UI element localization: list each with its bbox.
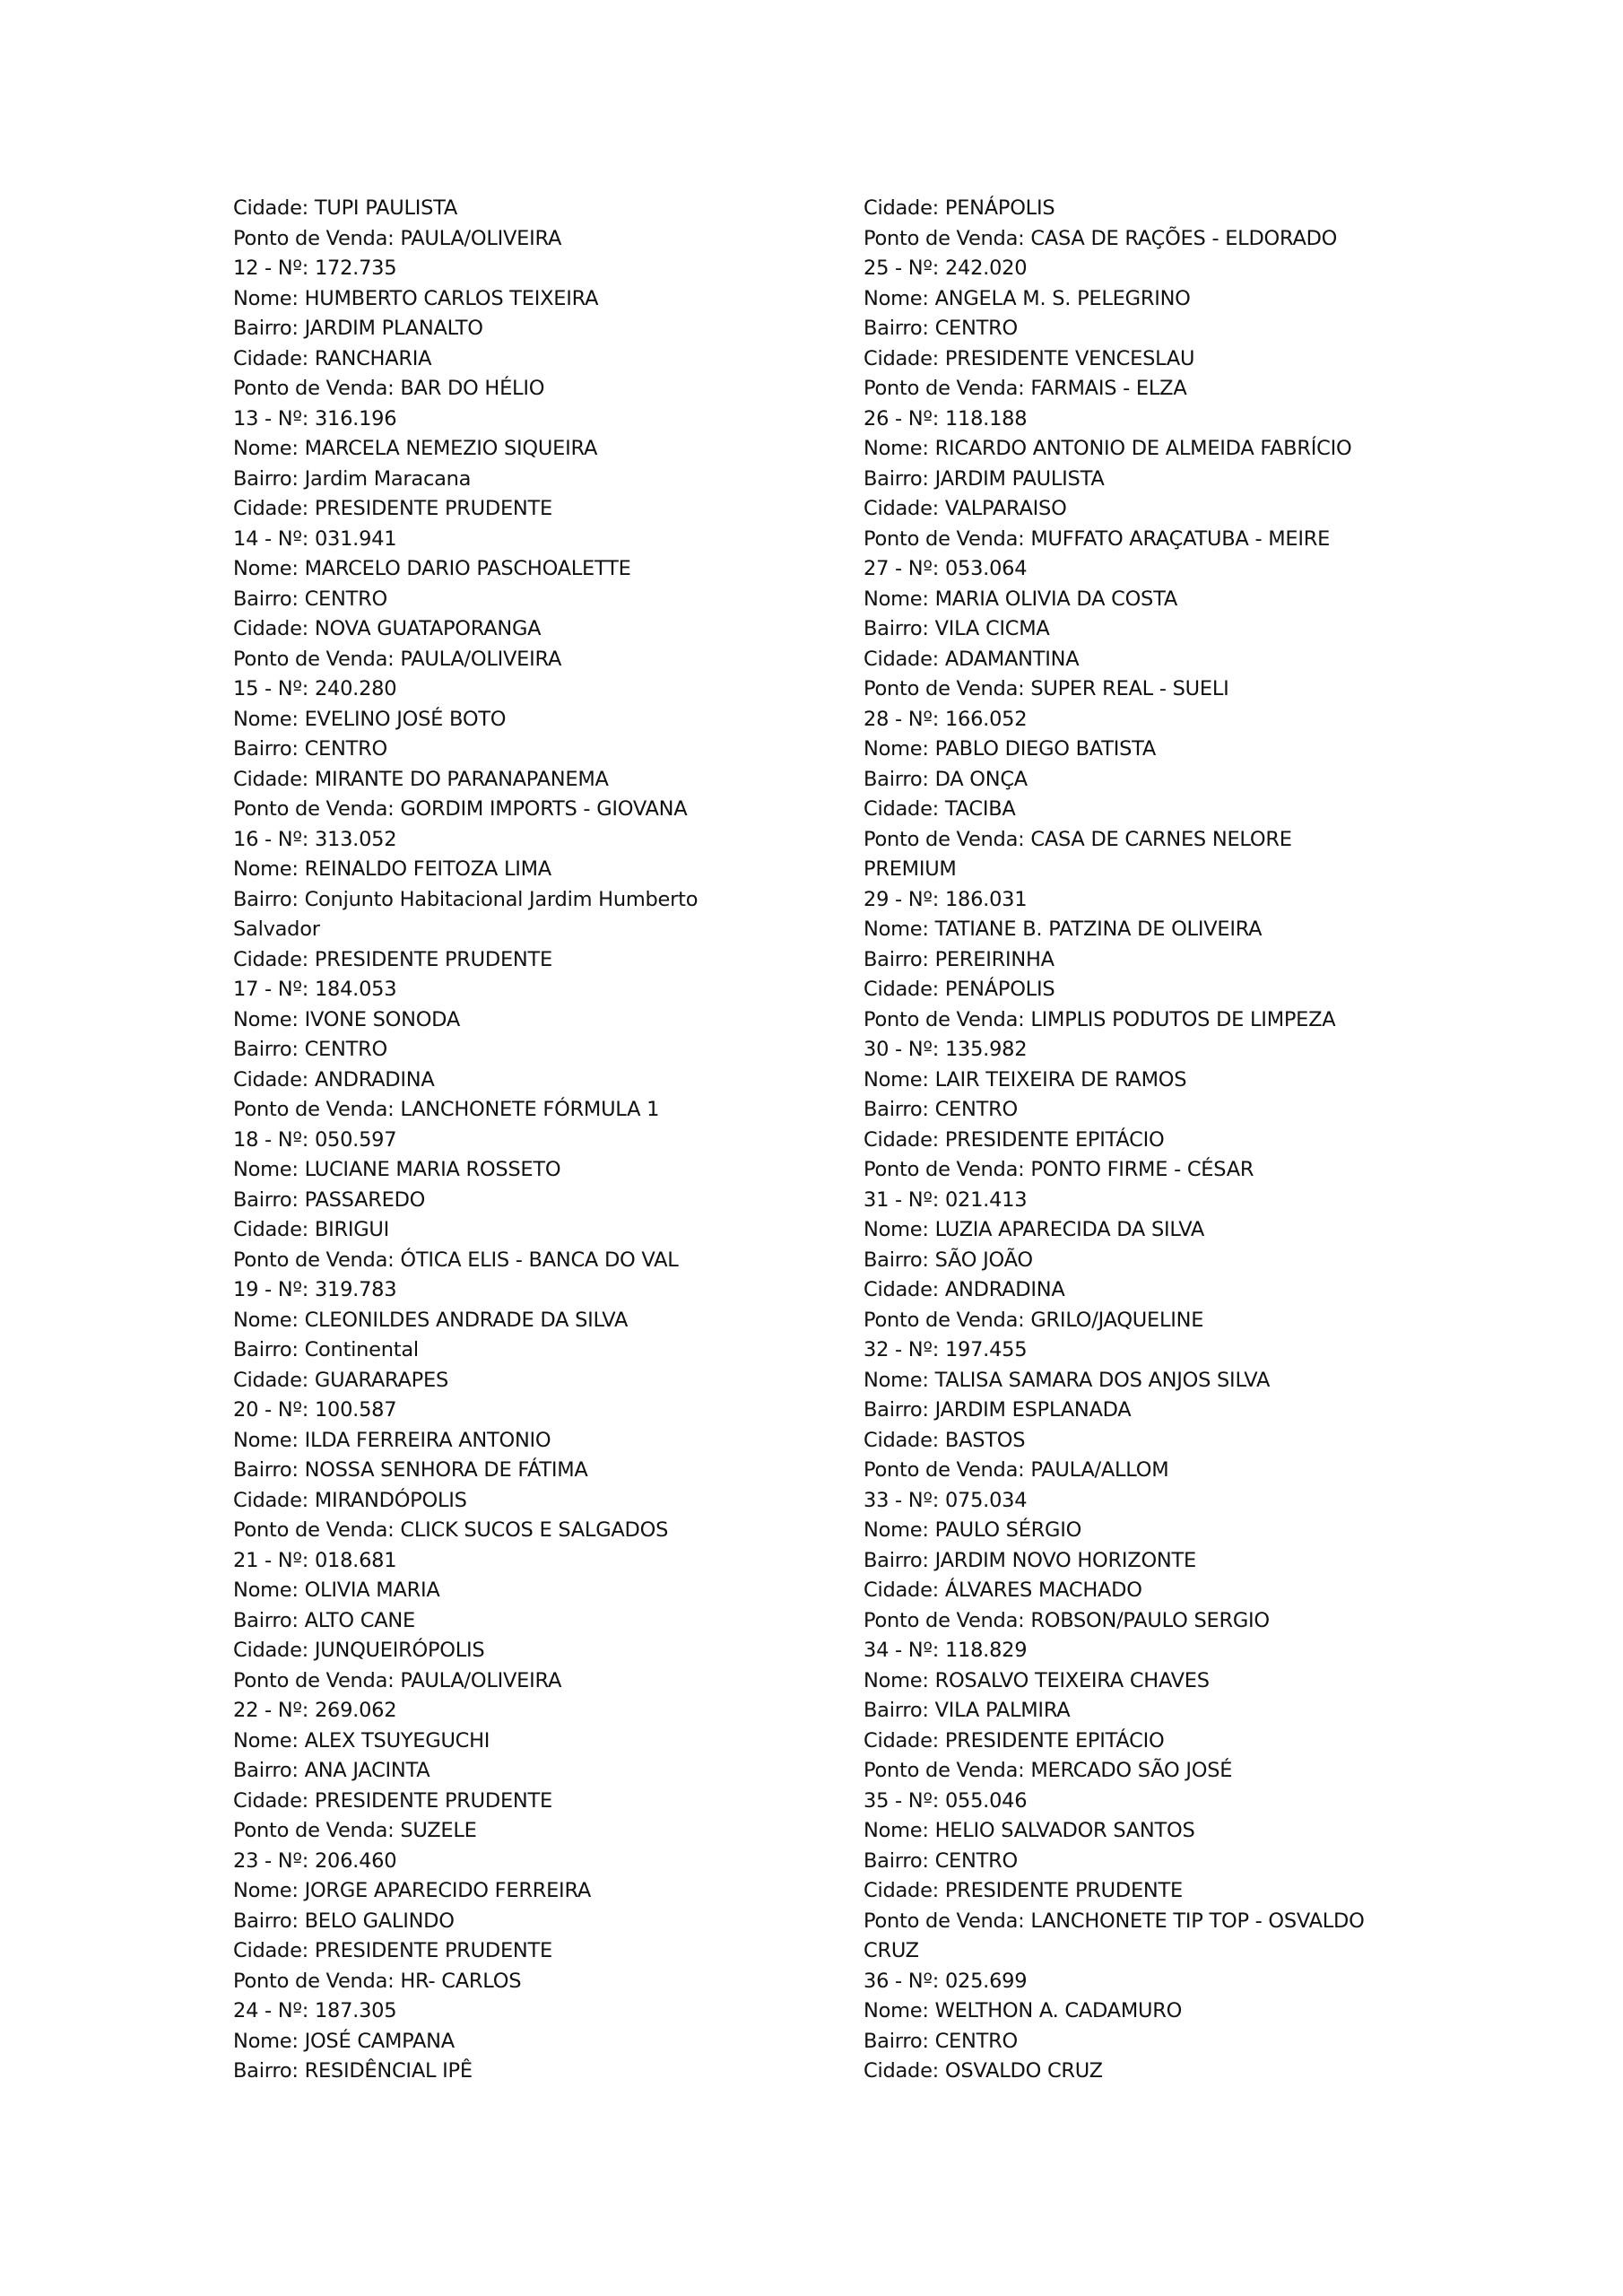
text-line: Cidade: MIRANDÓPOLIS: [233, 1488, 467, 1512]
text-line: Nome: PAULO SÉRGIO: [864, 1518, 1082, 1542]
right-column: [864, 194, 1402, 2087]
text-line: Bairro: CENTRO: [233, 587, 387, 611]
text-line: Nome: MARCELA NEMEZIO SIQUEIRA: [233, 437, 598, 460]
text-line: Ponto de Venda: PAULA/ALLOM: [864, 1458, 1169, 1482]
text-line: Bairro: JARDIM PLANALTO: [233, 317, 483, 340]
text-line: Ponto de Venda: LANCHONETE FÓRMULA 1: [233, 1098, 660, 1121]
text-line: Nome: TATIANE B. PATZINA DE OLIVEIRA: [864, 918, 1263, 941]
text-line: Bairro: JARDIM ESPLANADA: [864, 1398, 1132, 1422]
text-line: Ponto de Venda: ÓTICA ELIS - BANCA DO VAL: [233, 1248, 679, 1272]
text-line: 33 - Nº: 075.034: [864, 1488, 1028, 1512]
text-line: Nome: HUMBERTO CARLOS TEIXEIRA: [233, 286, 599, 310]
text-line: Bairro: ANA JACINTA: [233, 1759, 430, 1782]
text-line: Cidade: PENÁPOLIS: [864, 978, 1055, 1001]
text-line: Nome: PABLO DIEGO BATISTA: [864, 737, 1156, 761]
text-line: 27 - Nº: 053.064: [864, 557, 1028, 580]
text-line: 17 - Nº: 184.053: [233, 978, 397, 1001]
text-line: Bairro: PEREIRINHA: [864, 947, 1055, 971]
text-line: Cidade: OSVALDO CRUZ: [864, 2059, 1103, 2083]
text-line: Cidade: PRESIDENTE PRUDENTE: [864, 1879, 1183, 1902]
text-line: Cidade: PRESIDENTE PRUDENTE: [233, 1939, 552, 1962]
text-line: Cidade: ÁLVARES MACHADO: [864, 1578, 1142, 1602]
text-line: Bairro: SÃO JOÃO: [864, 1248, 1033, 1272]
text-line: Bairro: DA ONÇA: [864, 767, 1028, 791]
text-line: Nome: WELTHON A. CADAMURO: [864, 1999, 1183, 2022]
text-line: Nome: MARIA OLIVIA DA COSTA: [864, 587, 1177, 611]
text-line: Bairro: CENTRO: [864, 317, 1018, 340]
text-line: Ponto de Venda: PAULA/OLIVEIRA: [233, 1668, 562, 1692]
text-line: Bairro: Continental: [233, 1338, 419, 1361]
text-line: Nome: JOSÉ CAMPANA: [233, 2029, 455, 2053]
text-line: Cidade: PRESIDENTE PRUDENTE: [233, 1788, 552, 1813]
text-line: Cidade: TUPI PAULISTA: [233, 196, 458, 220]
text-line: 21 - Nº: 018.681: [233, 1548, 397, 1572]
text-line: Ponto de Venda: CLICK SUCOS E SALGADOS: [233, 1518, 669, 1542]
text-line: 20 - Nº: 100.587: [233, 1398, 397, 1422]
text-line: 32 - Nº: 197.455: [864, 1338, 1028, 1361]
text-line: Nome: RICARDO ANTONIO DE ALMEIDA FABRÍCIO: [864, 437, 1352, 460]
text-line: Ponto de Venda: BAR DO HÉLIO: [233, 377, 545, 400]
text-line: PREMIUM: [864, 857, 957, 881]
text-line: Cidade: PRESIDENTE PRUDENTE: [233, 497, 552, 520]
text-line: 35 - Nº: 055.046: [864, 1788, 1028, 1813]
text-line: 28 - Nº: 166.052: [864, 707, 1028, 731]
text-line: Bairro: JARDIM PAULISTA: [864, 466, 1105, 491]
text-line: Ponto de Venda: GRILO/JAQUELINE: [864, 1308, 1204, 1332]
text-line: Cidade: PRESIDENTE EPITÁCIO: [864, 1127, 1165, 1152]
text-line: Ponto de Venda: PONTO FIRME - CÉSAR: [864, 1158, 1254, 1181]
text-line: Ponto de Venda: HR- CARLOS: [233, 1969, 522, 1993]
text-line: Ponto de Venda: ROBSON/PAULO SERGIO: [864, 1608, 1270, 1632]
text-line: 25 - Nº: 242.020: [864, 257, 1028, 280]
text-line: Cidade: PRESIDENTE VENCESLAU: [864, 346, 1195, 370]
text-line: Bairro: CENTRO: [864, 1848, 1018, 1873]
text-line: Nome: ROSALVO TEIXEIRA CHAVES: [864, 1668, 1210, 1692]
left-column: [233, 194, 735, 2087]
text-line: CRUZ: [864, 1939, 919, 1962]
text-line: Bairro: VILA CICMA: [864, 617, 1050, 640]
text-line: Nome: EVELINO JOSÉ BOTO: [233, 707, 507, 731]
text-line: Bairro: BELO GALINDO: [233, 1909, 455, 1933]
text-line: Cidade: ANDRADINA: [864, 1278, 1065, 1301]
text-line: Cidade: BIRIGUI: [233, 1218, 390, 1241]
text-line: Ponto de Venda: LANCHONETE TIP TOP - OSVALDO: [864, 1909, 1365, 1933]
text-line: Cidade: VALPARAISO: [864, 497, 1067, 520]
text-line: Salvador: [233, 918, 320, 941]
text-line: Ponto de Venda: MERCADO SÃO JOSÉ: [864, 1759, 1233, 1782]
text-line: 13 - Nº: 316.196: [233, 406, 397, 430]
text-line: Nome: REINALDO FEITOZA LIMA: [233, 857, 551, 881]
text-line: Nome: IVONE SONODA: [233, 1007, 460, 1031]
text-line: 30 - Nº: 135.982: [864, 1038, 1028, 1061]
text-line: Cidade: JUNQUEIRÓPOLIS: [233, 1639, 485, 1662]
text-line: Cidade: TACIBA: [864, 797, 1016, 821]
text-line: Bairro: CENTRO: [233, 737, 387, 761]
text-line: Nome: ANGELA M. S. PELEGRINO: [864, 286, 1191, 310]
text-line: Bairro: Conjunto Habitacional Jardim Humberto: [233, 887, 699, 911]
text-line: Cidade: PRESIDENTE EPITÁCIO: [864, 1728, 1165, 1752]
text-line: Ponto de Venda: CASA DE CARNES NELORE: [864, 827, 1292, 851]
text-line: Bairro: CENTRO: [233, 1038, 387, 1061]
text-line: Ponto de Venda: LIMPLIS PODUTOS DE LIMPEZA: [864, 1007, 1336, 1031]
text-line: 12 - Nº: 172.735: [233, 257, 397, 280]
text-line: Nome: CLEONILDES ANDRADE DA SILVA: [233, 1308, 629, 1332]
text-line: Ponto de Venda: MUFFATO ARAÇATUBA - MEIRE: [864, 526, 1331, 551]
text-line: Ponto de Venda: PAULA/OLIVEIRA: [233, 647, 562, 671]
text-line: Ponto de Venda: FARMAIS - ELZA: [864, 377, 1187, 400]
text-line: 16 - Nº: 313.052: [233, 827, 397, 851]
text-line: Bairro: VILA PALMIRA: [864, 1699, 1071, 1722]
text-line: Nome: HELIO SALVADOR SANTOS: [864, 1819, 1195, 1842]
text-line: 23 - Nº: 206.460: [233, 1848, 397, 1873]
text-line: Ponto de Venda: PAULA/OLIVEIRA: [233, 226, 562, 250]
text-line: 36 - Nº: 025.699: [864, 1969, 1028, 1993]
text-line: Bairro: CENTRO: [864, 2029, 1018, 2053]
text-line: Bairro: JARDIM NOVO HORIZONTE: [864, 1548, 1196, 1572]
text-line: Cidade: PENÁPOLIS: [864, 196, 1055, 220]
text-line: Cidade: MIRANTE DO PARANAPANEMA: [233, 767, 609, 791]
text-line: Nome: MARCELO DARIO PASCHOALETTE: [233, 557, 631, 580]
text-line: 34 - Nº: 118.829: [864, 1639, 1028, 1662]
text-line: Bairro: RESIDÊNCIAL IPÊ: [233, 2059, 473, 2083]
text-line: 19 - Nº: 319.783: [233, 1278, 397, 1301]
text-line: Bairro: Jardim Maracana: [233, 466, 472, 491]
text-line: 31 - Nº: 021.413: [864, 1187, 1028, 1212]
text-line: 26 - Nº: 118.188: [864, 406, 1028, 430]
text-line: Nome: LAIR TEIXEIRA DE RAMOS: [864, 1067, 1187, 1091]
text-line: 18 - Nº: 050.597: [233, 1127, 397, 1152]
text-line: Cidade: RANCHARIA: [233, 346, 432, 370]
text-line: 29 - Nº: 186.031: [864, 887, 1028, 911]
text-line: Ponto de Venda: SUPER REAL - SUELI: [864, 677, 1229, 700]
text-line: Bairro: NOSSA SENHORA DE FÁTIMA: [233, 1458, 588, 1482]
text-line: Cidade: BASTOS: [864, 1428, 1026, 1452]
text-line: 24 - Nº: 187.305: [233, 1999, 397, 2022]
text-line: Cidade: NOVA GUATAPORANGA: [233, 617, 542, 640]
text-line: Cidade: PRESIDENTE PRUDENTE: [233, 947, 552, 971]
text-line: 22 - Nº: 269.062: [233, 1699, 397, 1722]
text-line: Nome: LUZIA APARECIDA DA SILVA: [864, 1218, 1205, 1241]
text-line: Cidade: ADAMANTINA: [864, 647, 1080, 671]
text-line: Nome: TALISA SAMARA DOS ANJOS SILVA: [864, 1368, 1271, 1392]
text-line: Bairro: ALTO CANE: [233, 1608, 415, 1632]
text-line: Ponto de Venda: CASA DE RAÇÕES - ELDORADO: [864, 226, 1338, 250]
text-line: Ponto de Venda: SUZELE: [233, 1819, 477, 1842]
text-line: Nome: ALEX TSUYEGUCHI: [233, 1728, 490, 1752]
text-line: Cidade: GUARARAPES: [233, 1368, 448, 1392]
text-line: Ponto de Venda: GORDIM IMPORTS - GIOVANA: [233, 797, 688, 821]
text-line: Nome: ILDA FERREIRA ANTONIO: [233, 1428, 551, 1452]
text-line: Nome: OLIVIA MARIA: [233, 1578, 440, 1602]
text-line: Nome: JORGE APARECIDO FERREIRA: [233, 1879, 592, 1902]
text-line: Nome: LUCIANE MARIA ROSSETO: [233, 1158, 561, 1181]
text-line: Cidade: ANDRADINA: [233, 1067, 435, 1091]
text-line: 14 - Nº: 031.941: [233, 526, 397, 551]
text-line: Bairro: PASSAREDO: [233, 1187, 426, 1212]
text-line: Bairro: CENTRO: [864, 1098, 1018, 1121]
text-line: 15 - Nº: 240.280: [233, 677, 397, 700]
